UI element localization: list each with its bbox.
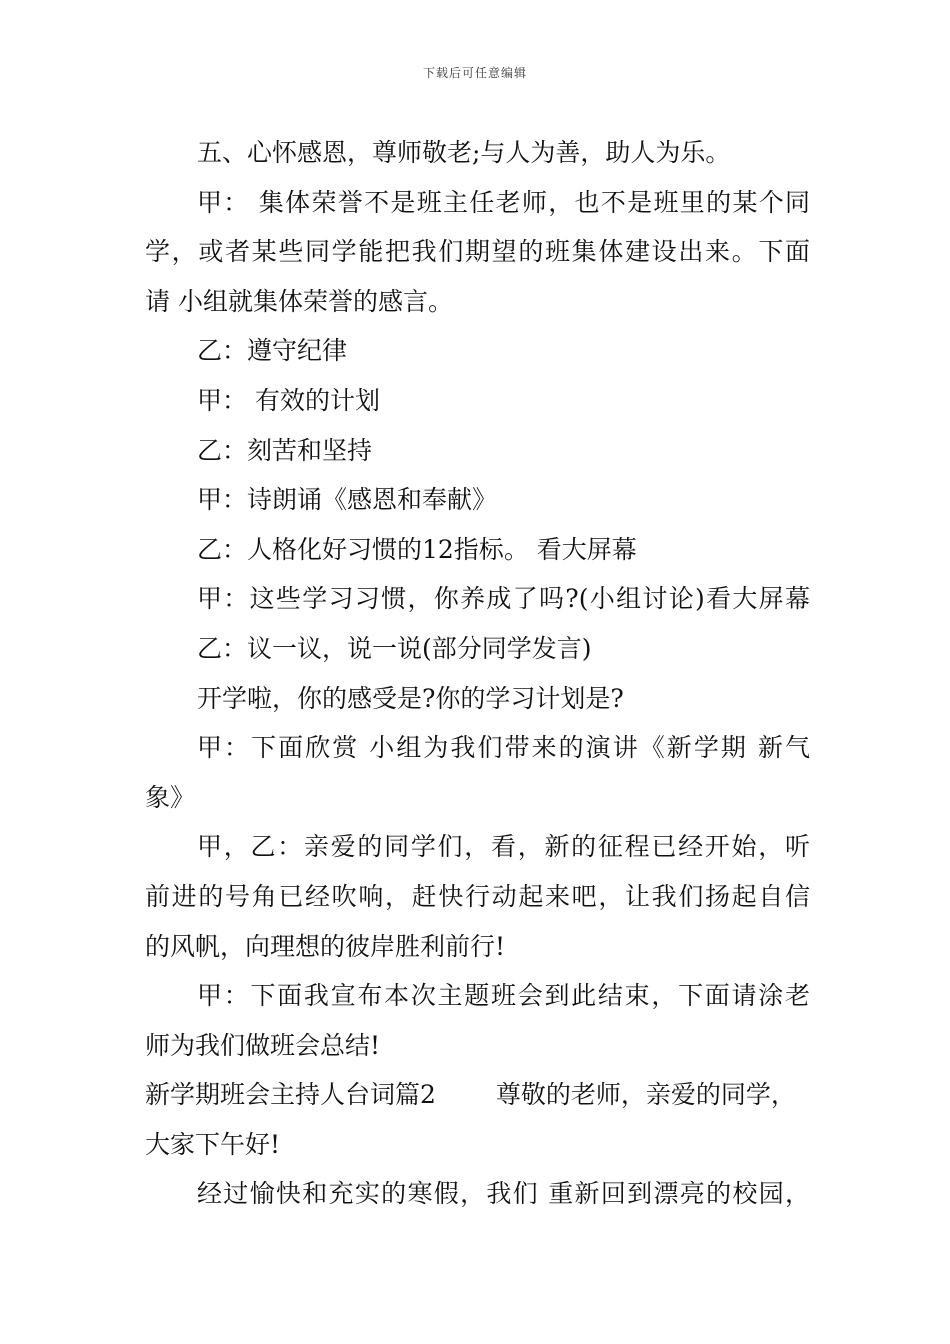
section-heading-line bbox=[145, 1070, 810, 1120]
paragraph-line: 请 小组就集体荣誉的感言。 bbox=[145, 286, 453, 316]
paragraph-line: 甲：下面我宣布本次主题班会到此结束，下面请涂老 bbox=[197, 981, 810, 1011]
paragraph-line: 学，或者某些同学能把我们期望的班集体建设出来。下面 bbox=[145, 237, 810, 267]
paragraph-line: 乙：议一议，说一说(部分同学发言) bbox=[197, 633, 592, 663]
paragraph-line: 乙：人格化好习惯的12指标。 看大屏幕 bbox=[197, 534, 637, 564]
document-body bbox=[145, 128, 810, 1219]
paragraph-line: 乙：遵守纪律 bbox=[197, 336, 348, 366]
paragraph-line: 大家下午好! bbox=[145, 1129, 281, 1159]
paragraph-line: 的风帆，向理想的彼岸胜利前行! bbox=[145, 931, 506, 961]
page-header: 下载后可任意编辑 bbox=[422, 66, 527, 80]
paragraph-line: 甲：这些学习习惯，你养成了吗?(小组讨论)看大屏幕 bbox=[197, 584, 810, 614]
greeting-text: 尊敬的老师，亲爱的同学， bbox=[495, 1080, 796, 1110]
section-title: 新学期班会主持人台词篇2 bbox=[145, 1080, 436, 1110]
paragraph-line: 甲，乙：亲爱的同学们，看，新的征程已经开始，听 bbox=[197, 832, 810, 862]
paragraph-line: 师为我们做班会总结! bbox=[145, 1030, 381, 1060]
paragraph-line: 甲： 有效的计划 bbox=[197, 385, 380, 415]
paragraph-line: 经过愉快和充实的寒假，我们 重新回到漂亮的校园， bbox=[197, 1179, 810, 1209]
paragraph-line: 五、心怀感恩，尊师敬老;与人为善，助人为乐。 bbox=[197, 138, 731, 167]
paragraph-line: 前进的号角已经吹响，赶快行动起来吧，让我们扬起自信 bbox=[145, 881, 810, 911]
paragraph-line: 象》 bbox=[145, 782, 196, 812]
paragraph-line: 开学啦，你的感受是?你的学习计划是? bbox=[197, 683, 624, 713]
paragraph-line: 甲： 集体荣誉不是班主任老师，也不是班里的某个同 bbox=[197, 187, 810, 217]
paragraph-line: 甲：诗朗诵《感恩和奉献》 bbox=[197, 485, 498, 515]
paragraph-line: 乙：刻苦和坚持 bbox=[197, 435, 373, 465]
paragraph-line: 甲：下面欣赏 小组为我们带来的演讲《新学期 新气 bbox=[197, 733, 810, 763]
